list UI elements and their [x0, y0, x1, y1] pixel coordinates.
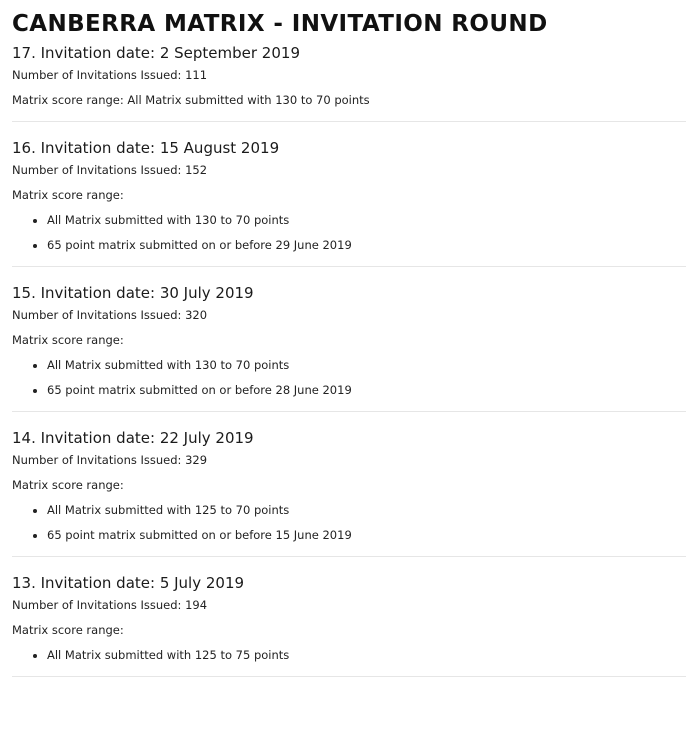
invitations-issued	[12, 68, 686, 83]
invitations-issued	[12, 453, 686, 468]
score-range-item: 65 point matrix submitted on or before 29 June 2019	[47, 238, 352, 252]
bullet-icon	[33, 654, 37, 658]
bullet-icon	[33, 534, 37, 538]
section-divider	[12, 121, 686, 122]
invitation-round	[12, 573, 686, 677]
invitations-issued-value: 152	[185, 163, 208, 177]
score-range-item: All Matrix submitted with 130 to 70 points	[47, 358, 290, 372]
round-heading: 17. Invitation date: 2 September 2019	[12, 44, 300, 62]
score-range-label: Matrix score range:	[12, 478, 124, 492]
invitation-round	[12, 43, 686, 122]
section-divider	[12, 266, 686, 267]
section-divider	[12, 676, 686, 677]
score-range-label: Matrix score range:	[12, 93, 124, 107]
round-heading: 14. Invitation date: 22 July 2019	[12, 429, 254, 447]
invitations-issued-label: Number of Invitations Issued:	[12, 598, 182, 612]
list-item	[33, 358, 686, 373]
invitation-round	[12, 428, 686, 557]
invitation-round	[12, 138, 686, 267]
list-item	[33, 528, 686, 543]
invitations-issued	[12, 308, 686, 323]
score-range-label: Matrix score range:	[12, 333, 124, 347]
invitations-issued-value: 329	[185, 453, 208, 467]
round-heading: 13. Invitation date: 5 July 2019	[12, 574, 245, 592]
page-title: CANBERRA MATRIX - INVITATION ROUND	[12, 11, 548, 37]
invitations-issued-value: 320	[185, 308, 208, 322]
section-divider	[12, 556, 686, 557]
score-range-list	[12, 503, 686, 543]
score-range-item: All Matrix submitted with 125 to 75 points	[47, 648, 290, 662]
score-range-label: Matrix score range:	[12, 623, 124, 637]
invitations-issued-value: 194	[185, 598, 208, 612]
invitations-issued-label: Number of Invitations Issued:	[12, 308, 182, 322]
score-range	[12, 93, 686, 108]
round-heading: 16. Invitation date: 15 August 2019	[12, 139, 280, 157]
section-divider	[12, 411, 686, 412]
round-heading: 15. Invitation date: 30 July 2019	[12, 284, 254, 302]
score-range-list	[12, 648, 686, 663]
score-range-list	[12, 213, 686, 253]
score-range-item: All Matrix submitted with 130 to 70 points	[47, 213, 290, 227]
score-range-item: 65 point matrix submitted on or before 15 June 2019	[47, 528, 352, 542]
bullet-icon	[33, 244, 37, 248]
score-range-item: 65 point matrix submitted on or before 28 June 2019	[47, 383, 352, 397]
list-item	[33, 503, 686, 518]
bullet-icon	[33, 389, 37, 393]
list-item	[33, 648, 686, 663]
invitations-issued-value: 111	[185, 68, 208, 82]
bullet-icon	[33, 364, 37, 368]
score-range-list	[12, 358, 686, 398]
invitations-issued	[12, 598, 686, 613]
bullet-icon	[33, 219, 37, 223]
score-range-label: Matrix score range:	[12, 188, 124, 202]
invitations-issued	[12, 163, 686, 178]
score-range-value: All Matrix submitted with 130 to 70 points	[127, 93, 370, 107]
invitations-issued-label: Number of Invitations Issued:	[12, 163, 182, 177]
list-item	[33, 383, 686, 398]
list-item	[33, 213, 686, 228]
invitations-issued-label: Number of Invitations Issued:	[12, 453, 182, 467]
invitation-round	[12, 283, 686, 412]
list-item	[33, 238, 686, 253]
score-range-item: All Matrix submitted with 125 to 70 points	[47, 503, 290, 517]
bullet-icon	[33, 509, 37, 513]
invitations-issued-label: Number of Invitations Issued:	[12, 68, 182, 82]
